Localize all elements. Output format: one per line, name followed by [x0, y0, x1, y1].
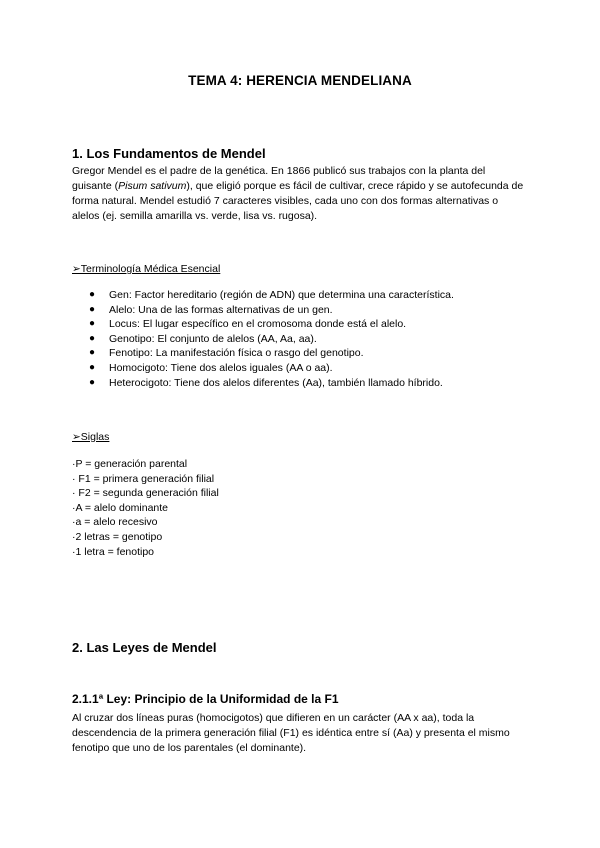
list-item [72, 346, 454, 361]
list-item: · F2 = segunda generación filial [72, 487, 219, 500]
document-title: TEMA 4: HERENCIA MENDELIANA [188, 73, 412, 88]
section1-paragraph-text-a: Gregor Mendel es el padre de la genética. En 1866 publicó sus trabajos con la planta del guisante ( [72, 165, 486, 192]
bullet-icon: ● [89, 376, 96, 388]
bullet-icon: ● [89, 332, 96, 344]
list-item: ·2 letras = genotipo [72, 530, 163, 543]
list-item-text: Locus: El lugar específico en el cromosoma donde está el alelo. [109, 318, 407, 331]
bullet-icon: ● [89, 347, 96, 359]
list-item [72, 361, 454, 376]
terminology-list [72, 288, 454, 390]
list-item: ·A = alelo dominante [72, 501, 169, 514]
list-item-text: Genotipo: El conjunto de alelos (AA, Aa, aa). [109, 332, 317, 345]
list-item: ·a = alelo recesivo [72, 516, 158, 529]
section1-paragraph-text-b: ), que eligió porque es fácil de cultivar, crece rápido y se autofecunda de forma natural. Mendel estudió 7 caracteres visibles, cada uno con dos formas alternativas o alelos (ej. semilla amarilla vs. verde, lisa vs. rugosa). [72, 180, 524, 222]
list-item-text: Heterocigoto: Tiene dos alelos diferentes (Aa), también llamado híbrido. [109, 376, 443, 389]
siglas-heading: ➢Siglas [72, 431, 110, 443]
section1-paragraph-italic: Pisum sativum [118, 180, 187, 192]
list-item: ·P = generación parental [72, 458, 188, 470]
list-item-text: Alelo: Una de las formas alternativas de un gen. [109, 303, 333, 316]
list-item [72, 332, 454, 347]
section2-heading: 2. Las Leyes de Mendel [72, 640, 217, 655]
terminology-heading: ➢Terminología Médica Esencial [72, 263, 221, 275]
list-item-text: Homocigoto: Tiene dos alelos iguales (AA o aa). [109, 361, 333, 374]
section1-heading: 1. Los Fundamentos de Mendel [72, 146, 266, 161]
siglas-list [72, 457, 219, 559]
bullet-icon: ● [89, 303, 96, 315]
list-item: ·1 letra = fenotipo [72, 545, 155, 558]
list-item [72, 288, 454, 303]
bullet-icon: ● [89, 318, 96, 330]
bullet-icon: ● [89, 361, 96, 373]
list-item-text: Fenotipo: La manifestación física o rasgo del genotipo. [109, 347, 364, 360]
list-item [72, 317, 454, 332]
law1-heading: 2.1.1ª Ley: Principio de la Uniformidad de la F1 [72, 692, 339, 706]
list-item [72, 376, 454, 391]
bullet-icon: ● [89, 289, 96, 300]
list-item-text: Gen: Factor hereditario (región de ADN) que determina una característica. [109, 289, 454, 301]
list-item: · F1 = primera generación filial [72, 472, 215, 485]
law1-paragraph: Al cruzar dos líneas puras (homocigotos) que difieren en un carácter (AA x aa), toda la descendencia de la primera generación filial (F1) es idéntica entre sí (Aa) y presenta el mismo fenotipo que uno de los parentales (el dominante). [72, 712, 510, 754]
section1-paragraph [72, 164, 524, 224]
list-item [72, 303, 454, 318]
